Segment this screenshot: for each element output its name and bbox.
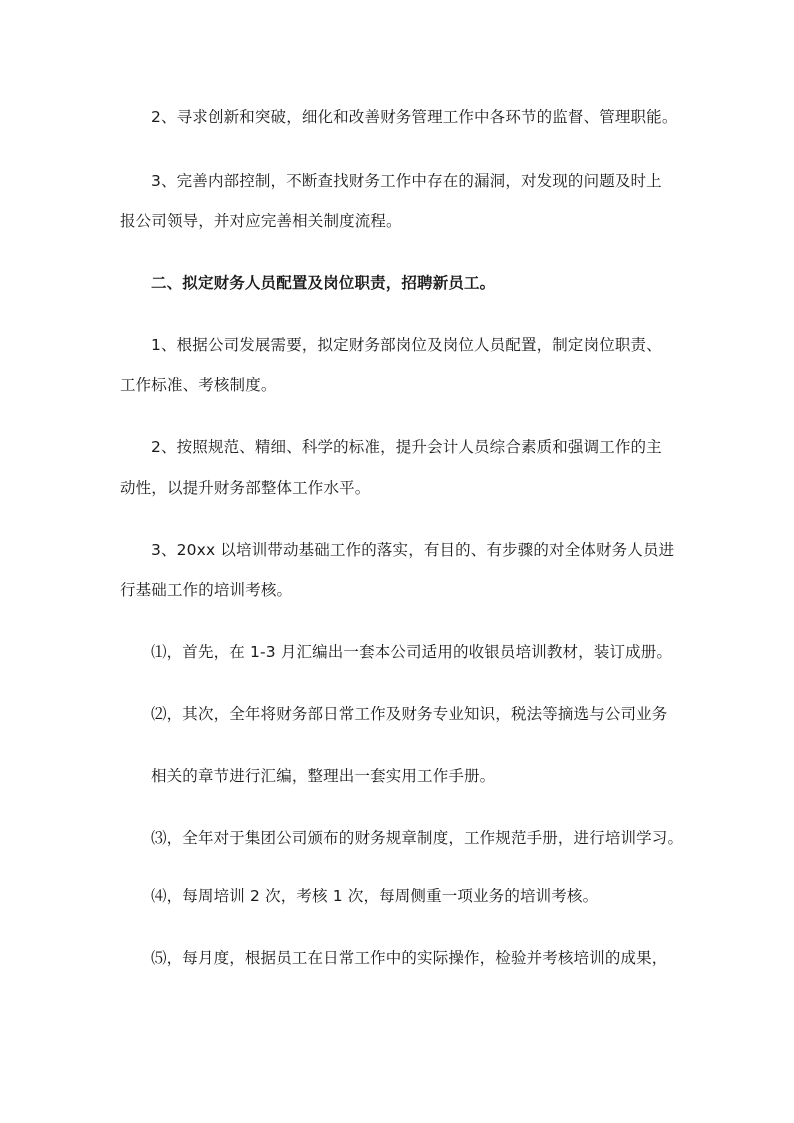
list-item-line: ⑴，首先，在 1-3 月汇编出一套本公司适用的收银员培训教材，装订成册。: [151, 643, 673, 661]
list-item-line: ⑵，其次，全年将财务部日常工作及财务专业知识，税法等摘选与公司业务: [151, 705, 668, 723]
section-heading: 二、拟定财务人员配置及岗位职责，招聘新员工。: [151, 274, 496, 292]
paragraph-line: 3、20xx 以培训带动基础工作的落实，有目的、有步骤的对全体财务人员进: [151, 541, 675, 559]
paragraph-line: 工作标准、考核制度。: [120, 376, 277, 394]
paragraph-line: 2、按照规范、精细、科学的标准，提升会计人员综合素质和强调工作的主: [151, 438, 662, 456]
paragraph-line: 2、寻求创新和突破，细化和改善财务管理工作中各环节的监督、管理职能。: [151, 108, 678, 126]
list-item-line: ⑶，全年对于集团公司颁布的财务规章制度，工作规范手册，进行培训学习。: [151, 829, 684, 847]
list-item-line: ⑷，每周培训 2 次，考核 1 次，每周侧重一项业务的培训考核。: [151, 887, 599, 905]
list-item-line: ⑸，每月度，根据员工在日常工作中的实际操作，检验并考核培训的成果，: [151, 949, 668, 967]
list-item-line: 相关的章节进行汇编，整理出一套实用工作手册。: [151, 767, 496, 785]
paragraph-line: 3、完善内部控制，不断查找财务工作中存在的漏洞，对发现的问题及时上: [151, 172, 662, 190]
paragraph-line: 报公司领导，并对应完善相关制度流程。: [120, 212, 402, 230]
paragraph-line: 1、根据公司发展需要，拟定财务部岗位及岗位人员配置，制定岗位职责、: [151, 336, 662, 354]
paragraph-line: 行基础工作的培训考核。: [120, 581, 293, 599]
paragraph-line: 动性，以提升财务部整体工作水平。: [120, 479, 371, 497]
